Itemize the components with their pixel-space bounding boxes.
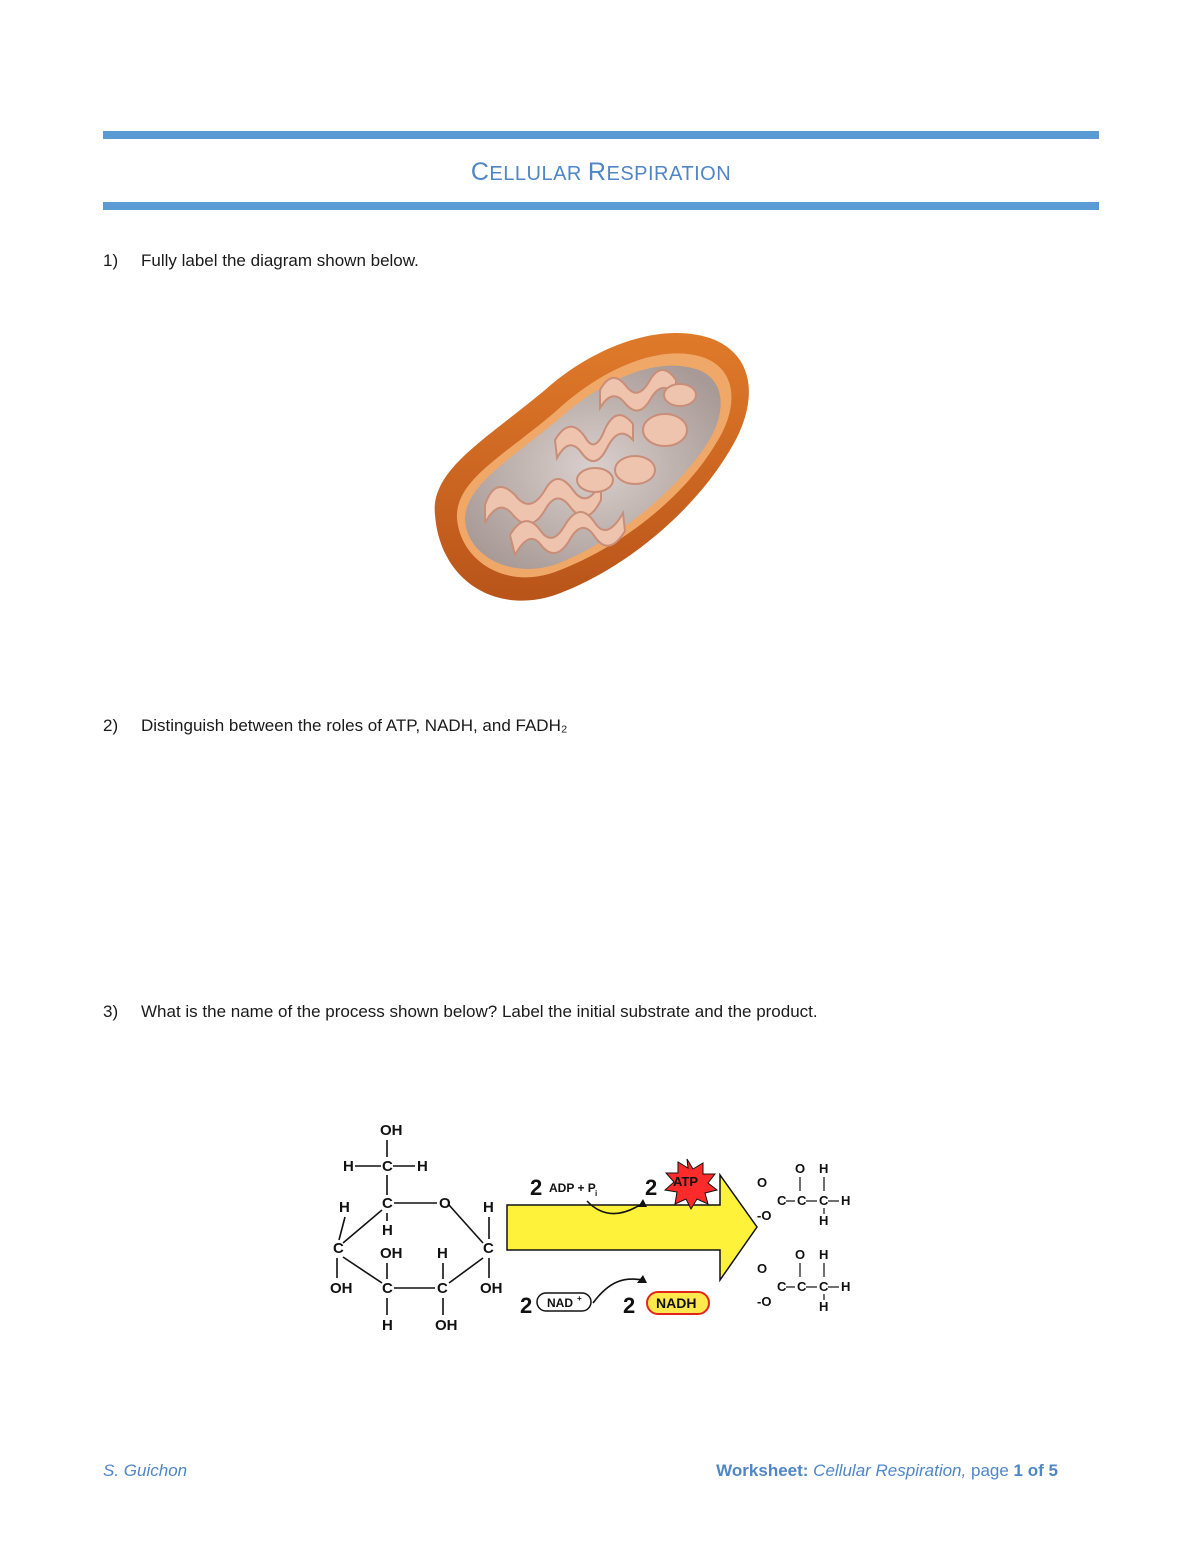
svg-text:C: C [819,1193,829,1208]
glucose-bonds [337,1140,489,1315]
svg-text:C: C [382,1158,393,1175]
svg-text:NADH: NADH [656,1295,697,1311]
svg-text:2: 2 [520,1293,533,1318]
pyruvate-top [757,1161,850,1228]
svg-text:C: C [382,1195,393,1212]
svg-text:H: H [819,1247,829,1262]
svg-text:O: O [795,1161,806,1176]
svg-text:H: H [382,1222,393,1239]
svg-text:H: H [819,1299,829,1314]
svg-text:2: 2 [623,1293,636,1318]
svg-text:2: 2 [530,1175,543,1200]
svg-text:C: C [777,1279,787,1294]
svg-text:H: H [841,1279,851,1294]
svg-text:OH: OH [480,1280,503,1297]
reaction-arrow [507,1175,757,1280]
glucose-structure [330,1122,503,1334]
svg-text:i: i [595,1189,598,1198]
svg-text:O: O [757,1261,768,1276]
svg-text:2: 2 [645,1175,658,1200]
svg-text:OH: OH [435,1317,458,1334]
svg-text:H: H [437,1245,448,1262]
svg-text:O: O [439,1195,451,1212]
page-title: CELLULAR RESPIRATION [470,158,732,186]
svg-text:OH: OH [330,1280,353,1297]
pyruvate-bottom [757,1247,850,1314]
svg-text:-O: -O [757,1208,772,1223]
footer-author: S. Guichon [103,1461,188,1480]
mitochondrion-diagram [425,320,755,610]
nadh-reaction [520,1275,709,1318]
header-bottom-rule [103,202,1099,210]
question-1: 1) Fully label the diagram shown below. [103,251,419,270]
question-2: 2) Distinguish between the roles of ATP, NADH, and FADH₂ [103,716,568,735]
footer-page-info: Worksheet: Cellular Respiration, page 1 of 5 [716,1461,1058,1480]
svg-text:H: H [841,1193,851,1208]
svg-text:ADP + P: ADP + P [549,1181,596,1195]
svg-text:O: O [757,1175,768,1190]
svg-text:+: + [577,1294,582,1303]
svg-text:C: C [382,1280,393,1297]
pyruvate-bonds [786,1177,839,1300]
header-top-rule [103,131,1099,139]
svg-text:H: H [382,1317,393,1334]
svg-text:H: H [819,1161,829,1176]
svg-text:H: H [417,1158,428,1175]
nadh-curve-arrow [593,1279,643,1303]
svg-text:OH: OH [380,1245,403,1262]
svg-text:H: H [343,1158,354,1175]
svg-text:H: H [339,1199,350,1216]
question-3: 3) What is the name of the process shown below? Label the initial substrate and the product. [103,1002,818,1021]
svg-text:NAD: NAD [547,1296,573,1310]
svg-text:C: C [437,1280,448,1297]
svg-text:C: C [797,1279,807,1294]
svg-text:C: C [333,1240,344,1257]
svg-text:H: H [819,1213,829,1228]
svg-text:ATP: ATP [673,1174,699,1189]
svg-text:H: H [483,1199,494,1216]
svg-text:C: C [819,1279,829,1294]
svg-text:C: C [797,1193,807,1208]
svg-text:OH: OH [380,1122,403,1139]
svg-text:C: C [483,1240,494,1257]
svg-text:C: C [777,1193,787,1208]
svg-text:-O: -O [757,1294,772,1309]
svg-text:O: O [795,1247,806,1262]
glycolysis-diagram [325,1115,865,1345]
